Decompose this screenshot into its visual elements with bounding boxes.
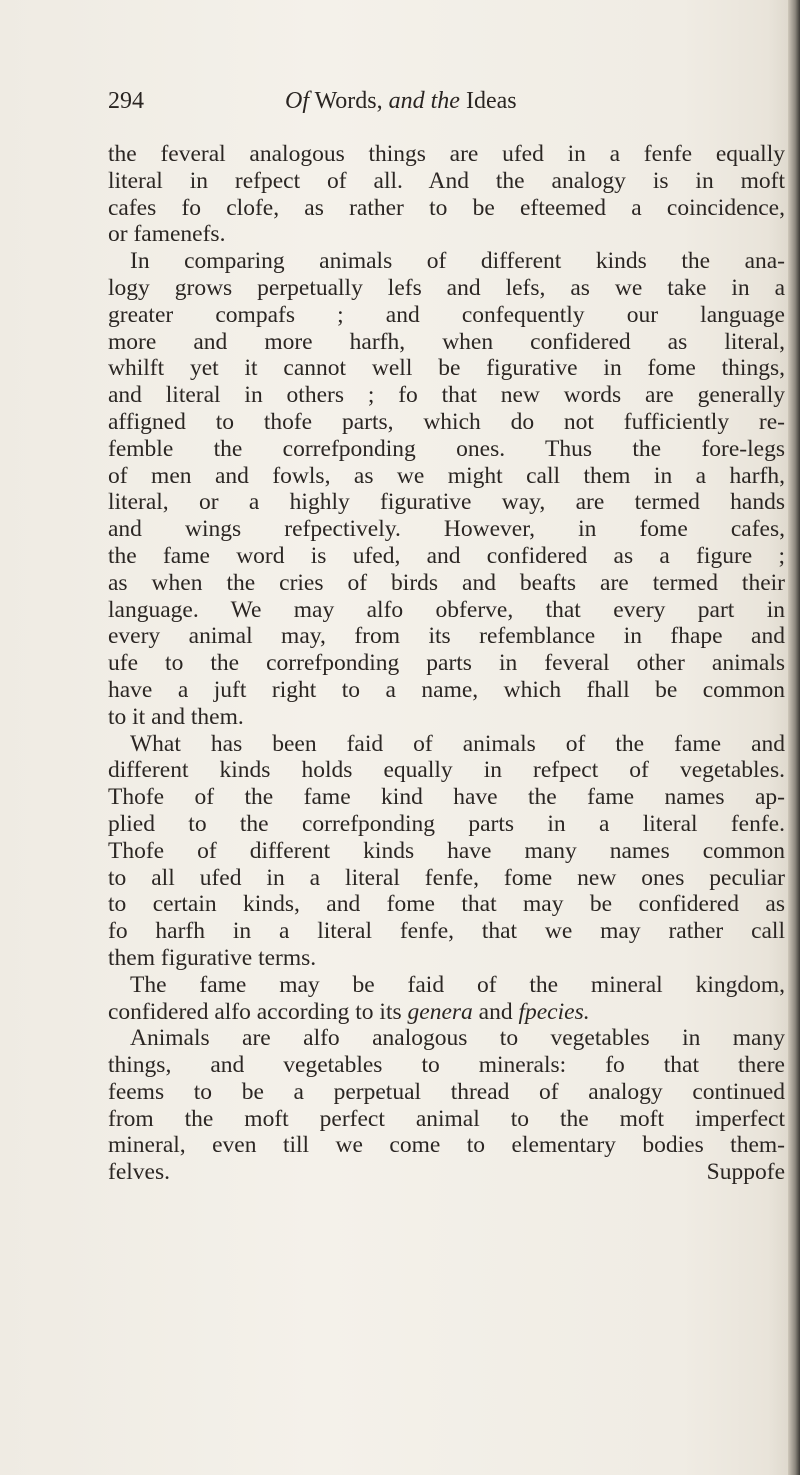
text-line: confidered alfo according to its genera and fpecies. — [108, 998, 590, 1025]
text-line: greater compafs ; and confequently our language — [108, 301, 785, 328]
text-line: every animal may, from its refemblance in fhape and — [108, 623, 785, 650]
running-head — [108, 88, 708, 128]
text-line: things, and vegetables to minerals: fo that there — [108, 1052, 785, 1079]
text-line: the fame word is ufed, and confidered as a figure ; — [108, 542, 785, 569]
text-line: whilft yet it cannot well be figurative in fome things, — [108, 355, 785, 382]
text-line: and literal in others ; fo that new words are generally — [108, 382, 785, 409]
text-line: fo harfh in a literal fenfe, that we may rather call — [108, 918, 785, 945]
text-line: literal in refpect of all. And the analogy is in moft — [108, 167, 785, 194]
text-line: feems to be a perpetual thread of analogy continued — [108, 1078, 785, 1105]
text-line: ufe to the correfponding parts in feveral other animals — [108, 650, 785, 677]
text-line: cafes fo clofe, as rather to be efteemed a coincidence, — [108, 194, 785, 221]
text-line: What has been faid of animals of the fame and — [130, 730, 785, 757]
text-line: felves. Suppofe — [108, 1159, 785, 1186]
text-line: literal, or a highly figurative way, are termed hands — [108, 489, 785, 516]
text-line: and wings refpectively. However, in fome cafes, — [108, 516, 785, 543]
text-line: different kinds holds equally in refpect of vegetables. — [108, 757, 785, 784]
text-line: affigned to thofe parts, which do not fufficiently re- — [108, 408, 785, 435]
text-line: language. We may alfo obferve, that every part in — [108, 596, 785, 623]
text-line: plied to the correfponding parts in a literal fenfe. — [108, 810, 785, 837]
text-line: from the moft perfect animal to the moft imperfect — [108, 1105, 785, 1132]
text-line: more and more harfh, when confidered as literal, — [108, 328, 785, 355]
text-line: them figurative terms. — [108, 944, 317, 971]
text-line: to it and them. — [108, 703, 244, 730]
text-line: to certain kinds, and fome that may be confidered as — [108, 891, 785, 918]
text-line: the feveral analogous things are ufed in a fenfe equally — [108, 141, 785, 167]
text-line: or famenefs. — [108, 221, 226, 248]
running-title: Of Words, and the Ideas — [285, 88, 517, 114]
book-spine-shadow — [788, 0, 800, 1475]
text-line: as when the cries of birds and beafts are termed their — [108, 569, 785, 596]
body-text — [108, 141, 785, 1186]
catchword: Suppofe — [706, 1159, 785, 1186]
text-line: logy grows perpetually lefs and lefs, as we take in a — [108, 274, 785, 301]
text-line: mineral, even till we come to elementary bodies them- — [108, 1132, 785, 1159]
text-line: Thofe of the fame kind have the fame names ap- — [108, 784, 785, 811]
text-line: have a juft right to a name, which fhall be common — [108, 676, 785, 703]
text-line: femble the correfponding ones. Thus the fore-legs — [108, 435, 785, 462]
page-number: 294 — [108, 88, 144, 114]
text-line: Thofe of different kinds have many names common — [108, 837, 785, 864]
text-line: of men and fowls, as we might call them in a harfh, — [108, 462, 785, 489]
text-line: to all ufed in a literal fenfe, fome new ones peculiar — [108, 864, 785, 891]
text-line: The fame may be faid of the mineral kingdom, — [130, 971, 785, 998]
text-line: Animals are alfo analogous to vegetables in many — [130, 1025, 785, 1052]
text-line: In comparing animals of different kinds the ana- — [130, 248, 785, 275]
